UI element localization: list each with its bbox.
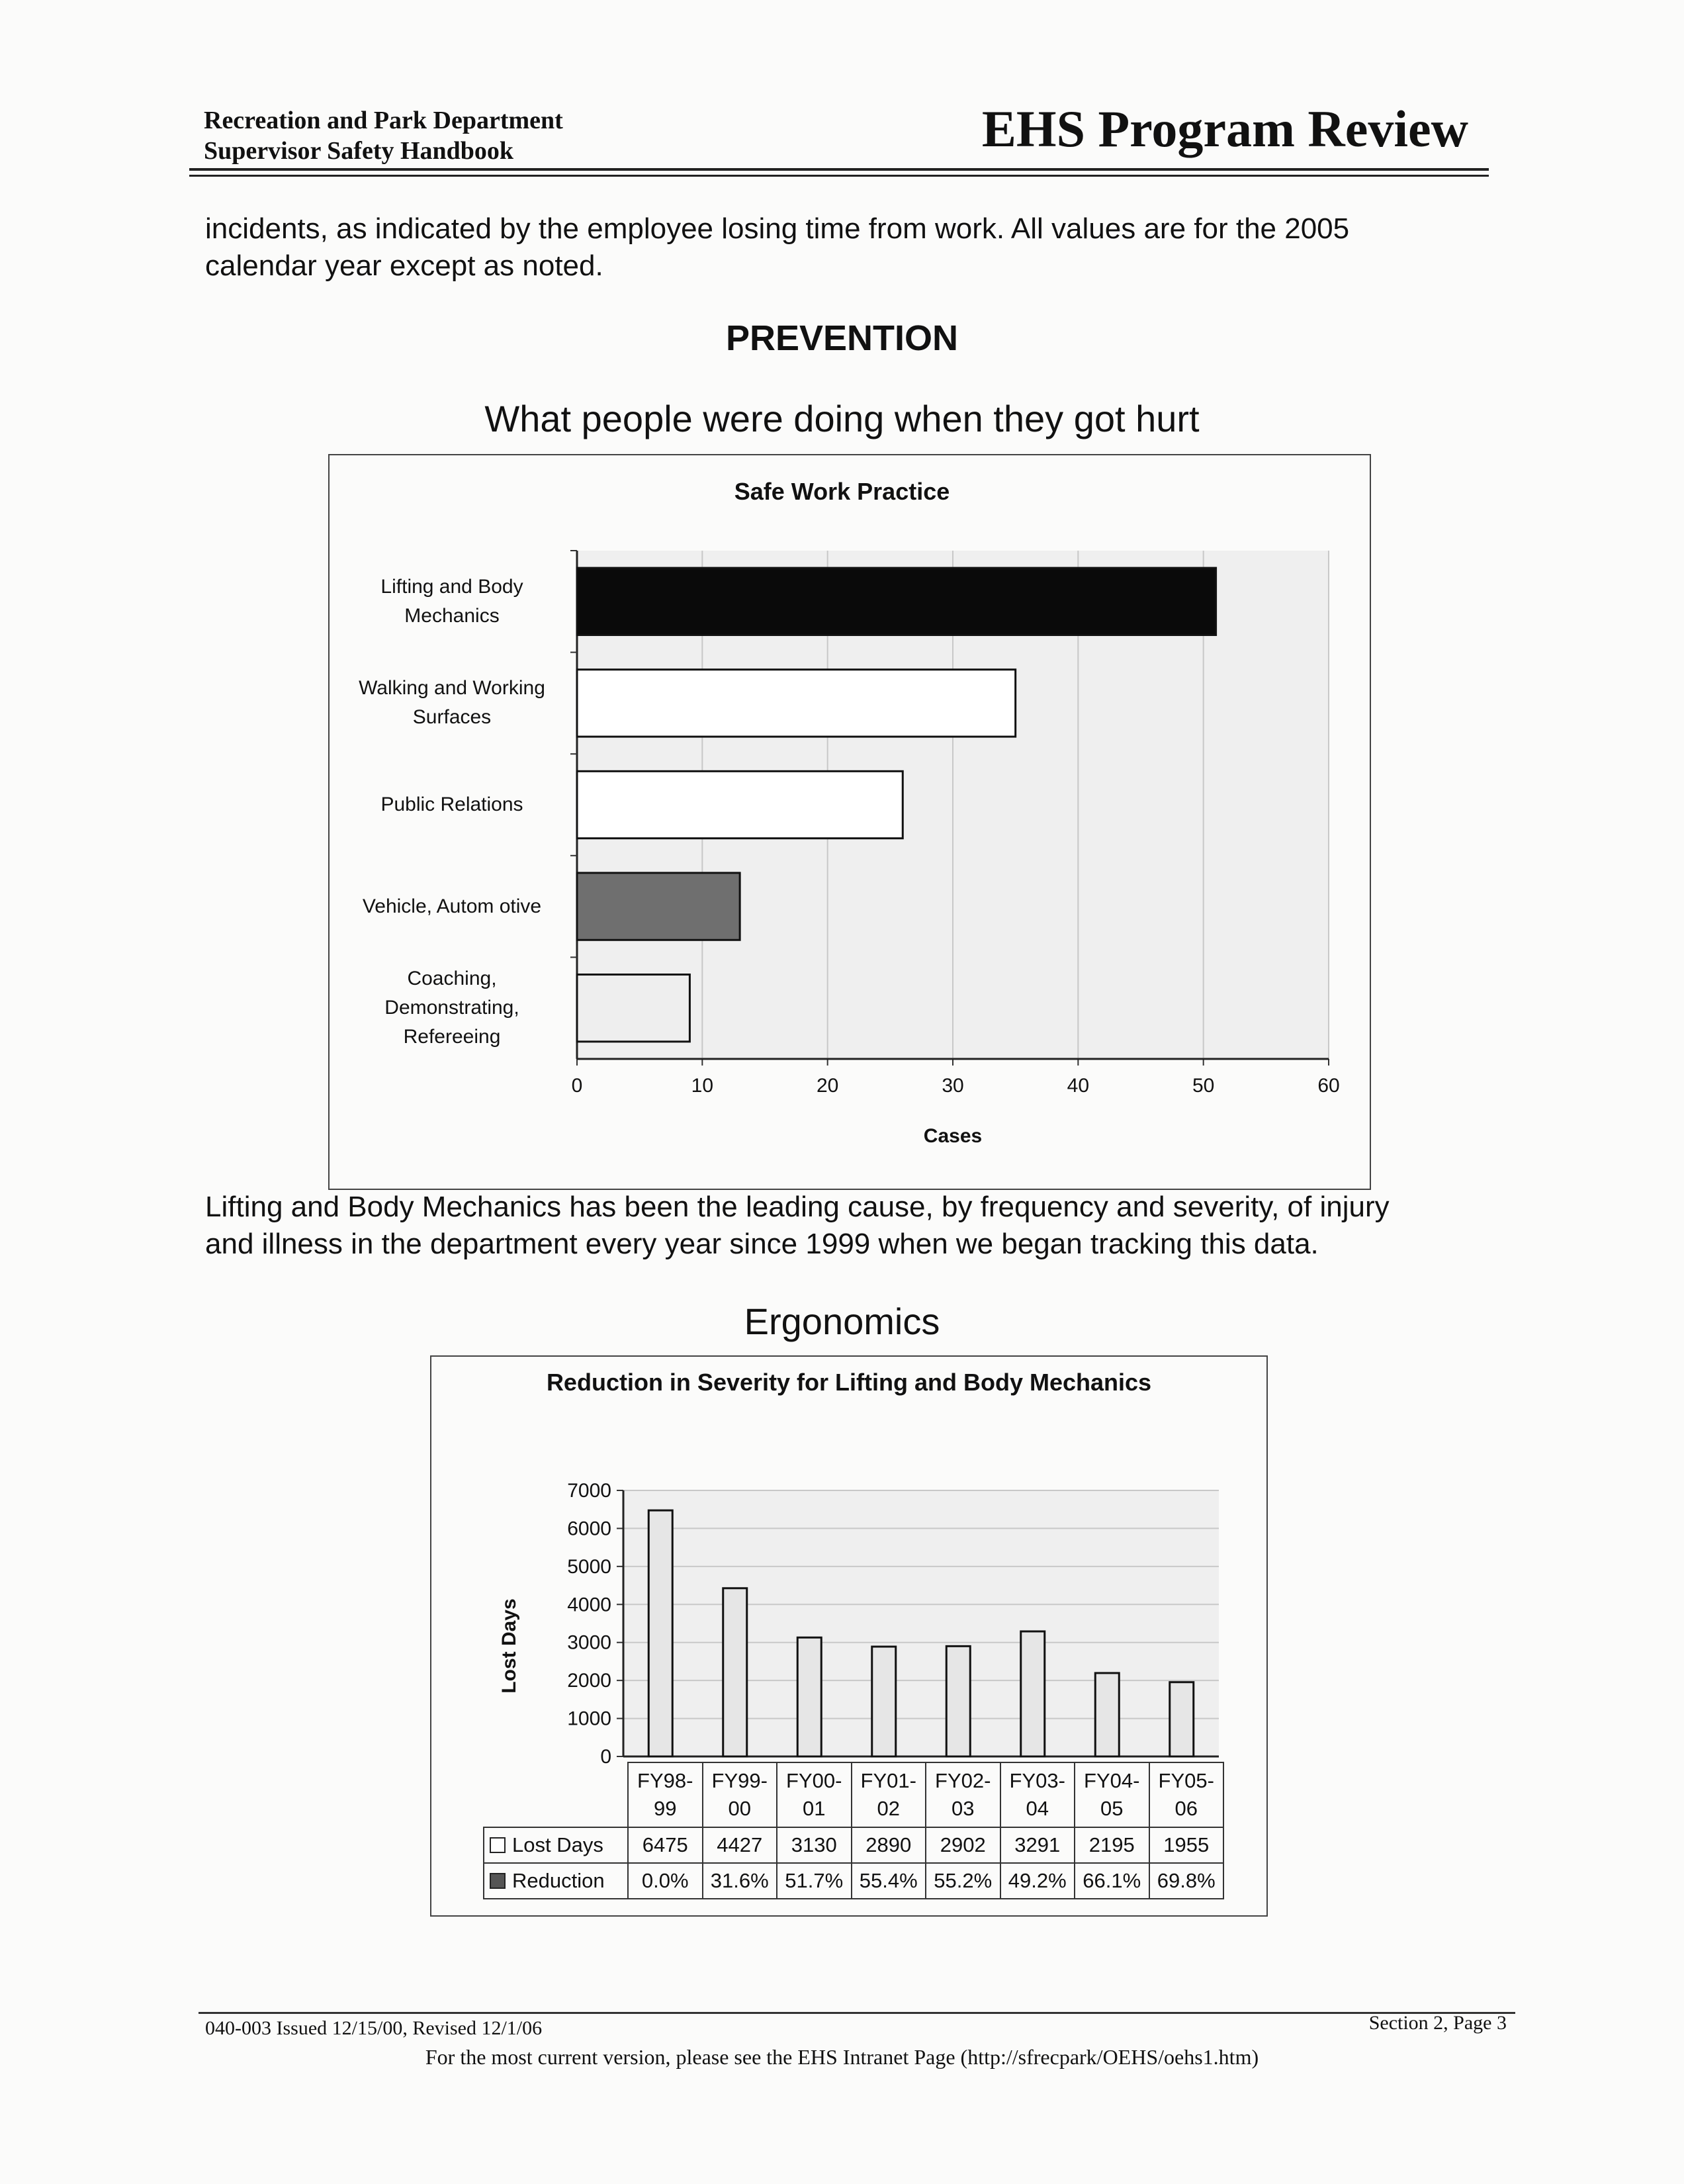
bar-lost-days-fy98-99 (648, 1510, 672, 1756)
table-cell-reduction: 31.6% (703, 1863, 777, 1899)
table-cell-lost-days: 3130 (777, 1827, 852, 1863)
lifting-line-1: Lifting and Body Mechanics has been the leading cause, by frequency and severity, of injury (205, 1191, 1390, 1223)
table-cell-lost-days: 3291 (1000, 1827, 1075, 1863)
table-category-line: 03 (952, 1797, 975, 1820)
category-label-line: Coaching, (407, 968, 497, 990)
table-row-lost-days (484, 1827, 1223, 1863)
table-category-line: 04 (1026, 1797, 1049, 1820)
category-label-line: Surfaces (412, 706, 492, 729)
table-category-line: 02 (877, 1797, 900, 1820)
table-category-line: 01 (803, 1797, 826, 1820)
x-tick-label: 40 (1067, 1075, 1090, 1097)
prevention-subheading: What people were doing when they got hurt (484, 398, 1200, 439)
header-rule-secondary (189, 175, 1489, 177)
table-cell-lost-days: 6475 (628, 1827, 703, 1863)
bar-walking-and-working-surfaces (577, 670, 1016, 737)
bar-lifting-and-body-mechanics (577, 568, 1216, 635)
table-cell-lost-days: 2195 (1075, 1827, 1149, 1863)
x-tick-label: 10 (691, 1075, 714, 1097)
table-cell-reduction: 69.8% (1149, 1863, 1224, 1899)
y-tick-label: 0 (600, 1746, 611, 1768)
footer-issued: 040-003 Issued 12/15/00, Revised 12/1/06 (205, 2017, 543, 2039)
bar-lost-days-fy05-06 (1170, 1682, 1194, 1756)
table-category-line: FY02- (935, 1769, 991, 1792)
table-category-cell (628, 1762, 703, 1827)
table-category-cell (1075, 1762, 1149, 1827)
prevention-heading: PREVENTION (725, 318, 959, 358)
header-handbook: Supervisor Safety Handbook (204, 137, 514, 165)
table-cell-reduction: 0.0% (628, 1863, 703, 1899)
table-category-cell (1149, 1762, 1224, 1827)
header-department: Recreation and Park Department (204, 107, 563, 134)
lifting-line-2: and illness in the department every year since 1999 when we began tracking this data. (205, 1228, 1319, 1260)
safe-work-x-axis-label: Cases (923, 1125, 983, 1147)
legend-lost-days (484, 1827, 628, 1863)
lost-days-swatch-icon (490, 1837, 506, 1853)
table-cell-reduction: 55.4% (852, 1863, 926, 1899)
category-label-line: Walking and Working (359, 677, 545, 700)
table-row-reduction (484, 1863, 1223, 1899)
category-label-line: Mechanics (404, 604, 500, 627)
category-label-line: Refereeing (403, 1026, 501, 1048)
table-category-line: FY01- (860, 1769, 916, 1792)
table-category-cell (777, 1762, 852, 1827)
table-category-line: FY03- (1009, 1769, 1065, 1792)
intro-line-2: calendar year except as noted. (205, 250, 603, 282)
table-category-line: FY00- (786, 1769, 842, 1792)
table-category-line: 06 (1174, 1797, 1198, 1820)
table-cell-reduction: 66.1% (1075, 1863, 1149, 1899)
table-corner (484, 1762, 628, 1827)
category-label-line: Lifting and Body (380, 575, 523, 598)
category-label-line: Demonstrating, (384, 997, 519, 1019)
bar-lost-days-fy99-00 (723, 1588, 747, 1756)
y-tick-label: 2000 (567, 1670, 611, 1692)
table-cell-reduction: 55.2% (926, 1863, 1000, 1899)
bar-lost-days-fy03-04 (1021, 1631, 1045, 1756)
table-category-line: 99 (654, 1797, 677, 1820)
table-cell-reduction: 49.2% (1000, 1863, 1075, 1899)
y-tick-label: 6000 (567, 1518, 611, 1540)
severity-chart-title: Reduction in Severity for Lifting and Body Mechanics (546, 1369, 1152, 1396)
table-category-line: FY04- (1084, 1769, 1140, 1792)
footer-section-page: Section 2, Page 3 (1368, 2012, 1507, 2034)
table-category-cell (703, 1762, 777, 1827)
bar-public-relations (577, 771, 903, 838)
severity-plot-area (623, 1490, 1219, 1756)
table-category-cell (926, 1762, 1000, 1827)
reduction-series-name: Reduction (512, 1869, 605, 1892)
table-row-categories (484, 1762, 1223, 1827)
severity-chart (437, 1476, 1251, 1787)
footer-note: For the most current version, please see the EHS Intranet Page (http://sfrecpark/OEHS/oehs1.htm) (425, 2045, 1259, 2069)
bar-coaching-demonstrating-refereeing (577, 975, 689, 1042)
x-tick-label: 0 (571, 1075, 583, 1097)
header-rule (189, 168, 1489, 171)
table-category-line: 05 (1100, 1797, 1124, 1820)
y-tick-label: 3000 (567, 1631, 611, 1654)
bar-lost-days-fy04-05 (1095, 1673, 1119, 1756)
table-category-cell (1000, 1762, 1075, 1827)
y-tick-label: 4000 (567, 1594, 611, 1616)
bar-vehicle-automotive (577, 873, 740, 940)
y-tick-label: 7000 (567, 1480, 611, 1502)
category-label-line: Public Relations (380, 794, 523, 815)
table-category-line: FY05- (1158, 1769, 1214, 1792)
legend-reduction (484, 1863, 628, 1899)
lost-days-series-name: Lost Days (512, 1833, 603, 1856)
safe-work-chart-title: Safe Work Practice (734, 478, 950, 505)
header-title: EHS Program Review (981, 100, 1468, 158)
x-tick-label: 60 (1317, 1075, 1340, 1097)
table-cell-lost-days: 2902 (926, 1827, 1000, 1863)
table-cell-lost-days: 4427 (703, 1827, 777, 1863)
table-category-line: 00 (728, 1797, 751, 1820)
x-tick-label: 50 (1192, 1075, 1215, 1097)
table-cell-lost-days: 1955 (1149, 1827, 1224, 1863)
x-tick-label: 30 (942, 1075, 964, 1097)
severity-y-axis-label: Lost Days (498, 1598, 520, 1694)
intro-line-1: incidents, as indicated by the employee losing time from work. All values are for the 2005 (205, 212, 1350, 245)
reduction-swatch-icon (490, 1873, 506, 1889)
y-tick-label: 5000 (567, 1555, 611, 1578)
x-tick-label: 20 (816, 1075, 839, 1097)
table-category-line: FY98- (637, 1769, 693, 1792)
ergonomics-heading: Ergonomics (744, 1300, 940, 1342)
table-category-cell (852, 1762, 926, 1827)
bar-lost-days-fy02-03 (946, 1646, 970, 1756)
y-tick-label: 1000 (567, 1707, 611, 1730)
bar-lost-days-fy00-01 (797, 1637, 821, 1756)
table-category-line: FY99- (711, 1769, 768, 1792)
table-cell-lost-days: 2890 (852, 1827, 926, 1863)
category-label-line: Vehicle, Autom otive (362, 895, 542, 917)
bar-lost-days-fy01-02 (872, 1647, 896, 1756)
severity-data-table (483, 1762, 1224, 1899)
footer-rule (199, 2012, 1515, 2014)
safe-work-chart (344, 543, 1350, 1125)
table-cell-reduction: 51.7% (777, 1863, 852, 1899)
